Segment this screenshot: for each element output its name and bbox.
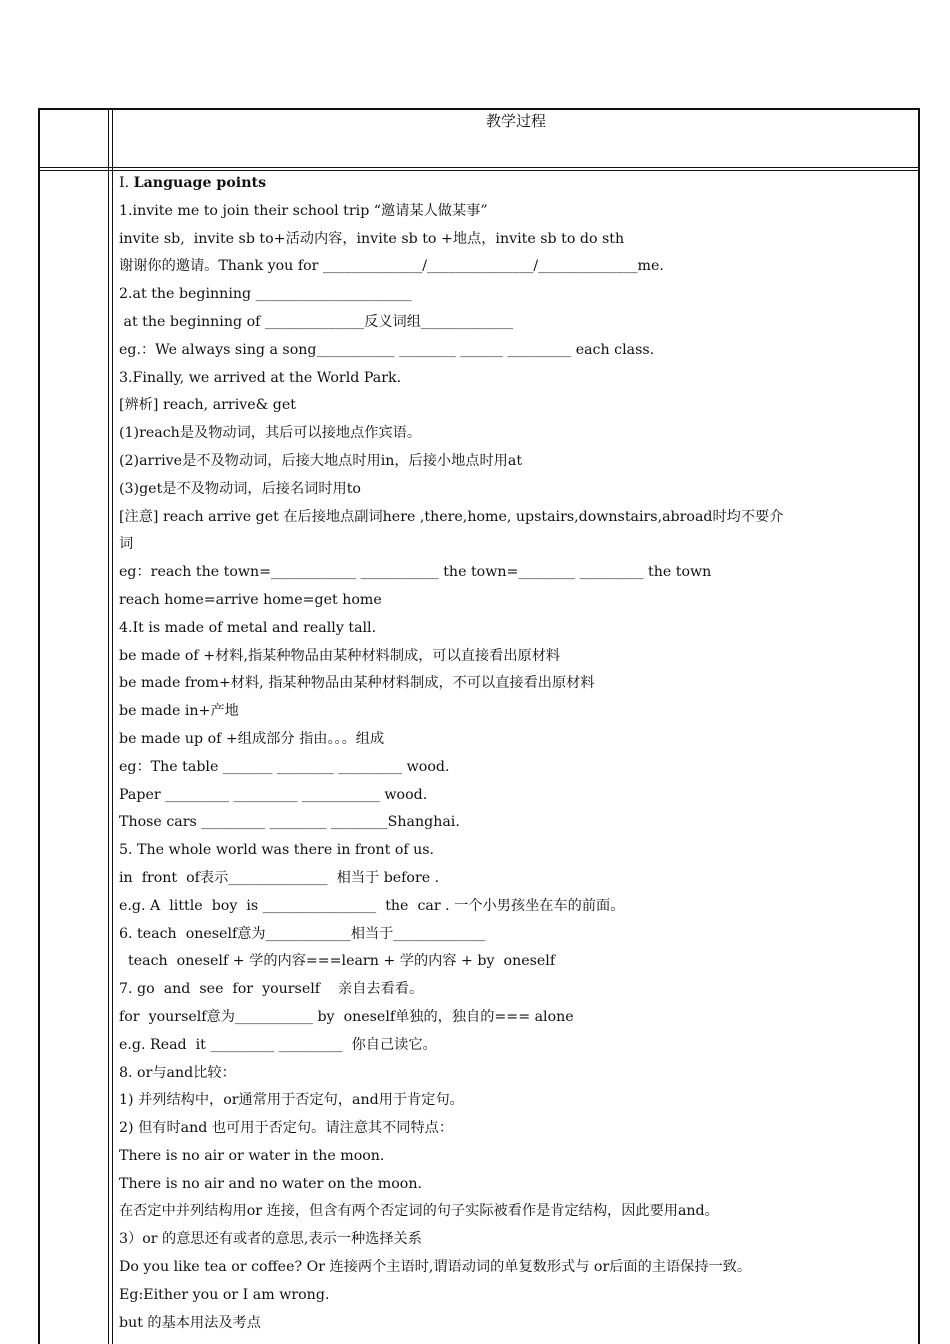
content-line: for yourself意为___________ by oneself单独的，独自的=== alone — [119, 1008, 574, 1025]
content-line: There is no air or water in the moon. — [119, 1147, 385, 1164]
content-line: 1.invite me to join their school trip “邀请某人做某事” — [119, 202, 488, 219]
content-line: 1) 并列结构中，or通常用于否定句，and用于肯定句。 — [119, 1092, 464, 1109]
content-line: Do you like tea or coffee? Or 连接两个主语时,谓语动词的单复数形式与 or后面的主语保持一致。 — [119, 1259, 752, 1276]
content-line: Paper _________ _________ ___________ wood. — [119, 786, 428, 803]
content-line: 3）or 的意思还有或者的意思,表示一种选择关系 — [119, 1231, 422, 1248]
header-title: 教学过程 — [485, 112, 546, 130]
content-line: (3)get是不及物动词，后接名词时用to — [119, 480, 361, 497]
content-line: invite sb, invite sb to+活动内容，invite sb to +地点，invite sb to do sth — [119, 230, 625, 247]
content-line: teach oneself + 学的内容===learn + 学的内容 + by oneself — [119, 953, 556, 970]
content-line: but 的基本用法及考点 — [119, 1314, 261, 1331]
content-line: at the beginning of ______________反义词组_____________ — [119, 313, 514, 330]
content-line: reach home=arrive home=get home — [119, 591, 382, 608]
content-line: be made of +材料,指某种物品由某种材料制成，可以直接看出原材料 — [119, 647, 561, 664]
content-line: There is no air and no water on the moon. — [119, 1175, 422, 1192]
content-line: e.g. Read it _________ _________ 你自己读它。 — [119, 1036, 437, 1053]
content-line: 4.It is made of metal and really tall. — [119, 619, 377, 636]
content-line: eg：reach the town=____________ ___________ the town=________ _________ the town — [119, 564, 712, 581]
content-line: 8. or与and比较： — [119, 1064, 236, 1081]
content-line: eg.：We always sing a song___________ ________ ______ _________ each class. — [119, 341, 655, 358]
row-divider — [38, 167, 920, 168]
column-divider — [108, 108, 109, 1344]
content-line: e.g. A little boy is ________________ the car . 一个小男孩坐在车的前面。 — [119, 897, 625, 914]
content-line: 2.at the beginning ______________________ — [119, 286, 412, 303]
content-line: eg：The table _______ ________ _________ wood. — [119, 758, 450, 775]
content-lines — [119, 198, 915, 1338]
heading-text: I. Language points — [119, 175, 267, 191]
column-divider-inner — [112, 108, 113, 1344]
content-line: be made from+材料, 指某种物品由某种材料制成，不可以直接看出原材料 — [119, 675, 595, 692]
content-line: be made up of +组成部分 指由。。。组成 — [119, 730, 385, 747]
content-line: be made in+产地 — [119, 703, 239, 720]
content-line: 7. go and see for yourself 亲自去看看。 — [119, 981, 424, 998]
content-line: Those cars _________ ________ ________Shanghai. — [119, 814, 460, 831]
content-line: in front of表示______________ 相当于 before . — [119, 869, 440, 886]
content-line: 2) 但有时and 也可用于否定句。请注意其不同特点： — [119, 1120, 454, 1137]
content-line: 3.Finally, we arrived at the World Park. — [119, 369, 402, 386]
section-heading — [119, 170, 915, 198]
content-line: 5. The whole world was there in front of us. — [119, 842, 435, 859]
lesson-content — [119, 170, 915, 1337]
content-line: [注意] reach arrive get 在后接地点副词here ,there,home, upstairs,downstairs,abroad时均不要介 — [119, 508, 784, 525]
content-line: 谢谢你的邀请。Thank you for ______________/_______________/______________me. — [119, 258, 664, 275]
content-line: (2)arrive是不及物动词，后接大地点时用in，后接小地点时用at — [119, 452, 523, 469]
content-line: [辨析] reach, arrive& get — [119, 397, 296, 414]
content-line: 词 — [119, 536, 134, 553]
content-line: 在否定中并列结构用or 连接，但含有两个否定词的句子实际被看作是肯定结构，因此要用and。 — [119, 1203, 719, 1220]
content-line: (1)reach是及物动词，其后可以接地点作宾语。 — [119, 425, 422, 442]
content-line: 6. teach oneself意为____________相当于_____________ — [119, 925, 486, 942]
content-line: Eg:Either you or I am wrong. — [119, 1286, 330, 1303]
